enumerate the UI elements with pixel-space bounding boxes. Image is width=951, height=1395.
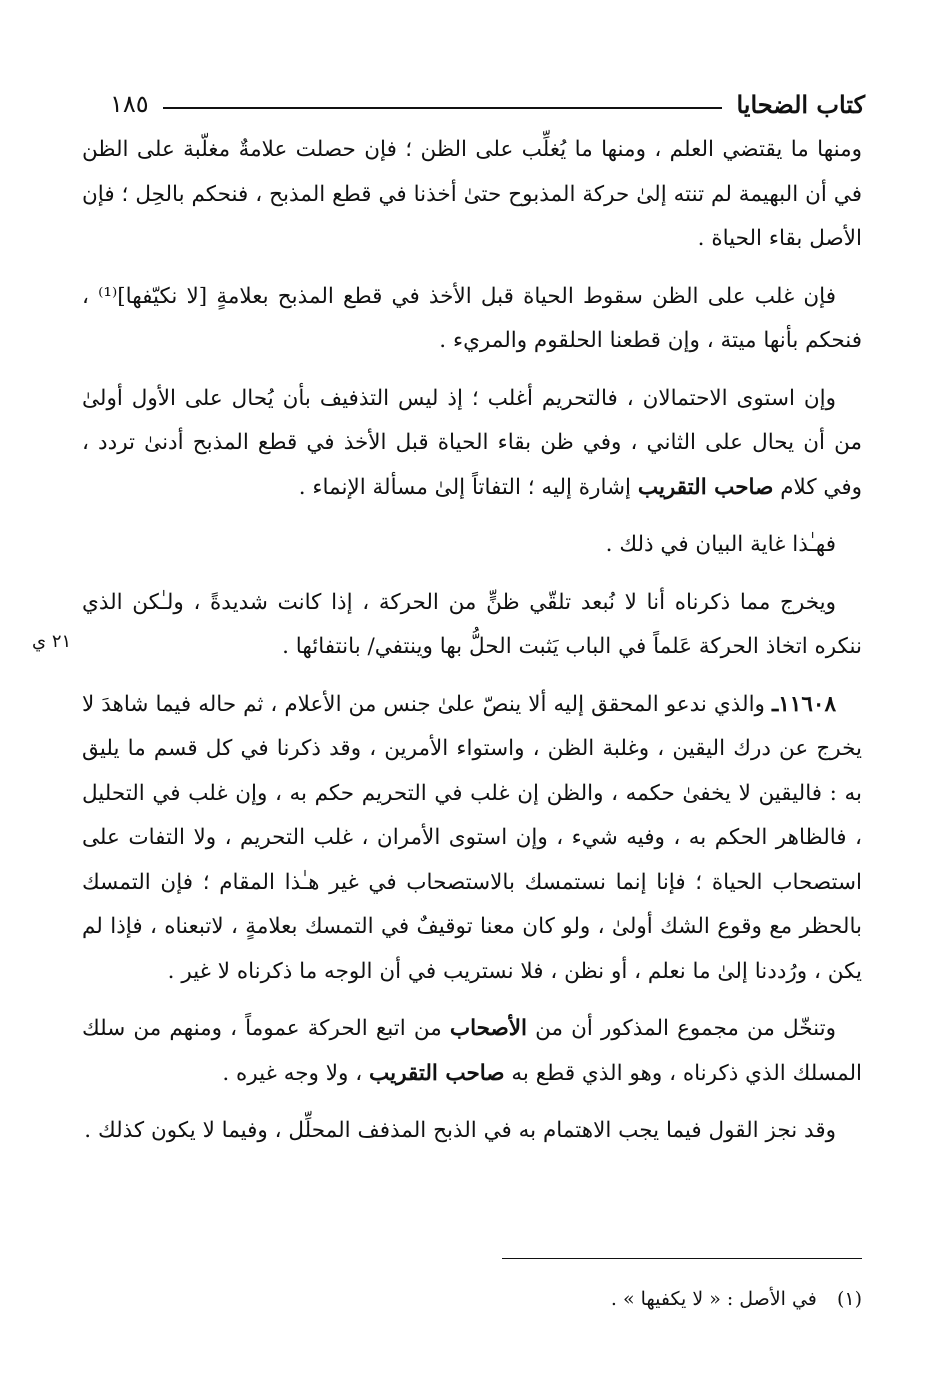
header-rule: [163, 107, 723, 109]
footnote: [400, 1284, 862, 1314]
footnote-separator: [502, 1258, 862, 1259]
text-run: وتنخّل من مجموع المذكور أن من: [527, 1016, 836, 1041]
paragraph: [82, 1007, 862, 1096]
text-run: إشارة إليه ؛ التفاتاً إلىٰ مسألة الإنماء .: [298, 474, 638, 500]
footnote-text: في الأصل : « لا يكفيها » .: [610, 1288, 817, 1310]
text-run: ، فنحكم بأنها ميتة ، وإن قطعنا الحلقوم والمريء .: [82, 283, 862, 353]
text-run: ويخرج مما ذكرناه أنا لا نُبعد تلقّي ظنٍّ من الحركة ، إذا كانت شديدةً ، ولـٰكن الذي ننكره اتخاذ الحركة عَلماً في الباب يَثبت الحلُّ بها وينتفي/ بانتفائها .: [82, 589, 862, 659]
text-run: وإن استوى الاحتمالان ، فالتحريم أغلب ؛ إذ ليس التذفيف بأن يُحال على الأول أولىٰ من أن يحال على الثاني ، وفي ظن بقاء الحياة قبل الأخذ في قطع المذبح أدنىٰ تردد ، وفي كلام: [82, 385, 862, 500]
page-number: ١٨٥: [110, 90, 149, 118]
paragraph: [82, 128, 862, 262]
bold-term: ١١٦٠٨ـ: [771, 691, 836, 717]
paragraph: [82, 683, 862, 995]
text-run: والذي ندعو المحقق إليه ألا ينصّ علىٰ جنس من الأعلام ، ثم حاله فيما شاهدَ لا يخرج عن درك اليقين ، وغلبة الظن ، واستواء الأمرين ، وقد ذكرنا في كل قسم ما يليق به : فاليقين لا يخفىٰ حكمه ، والظن إن غلب في التحريم حكم به ، وإن غلب في التحليل ، فالظاهر الحكم به ، وفيه شيء ، وإن استوى الأمران ، غلب التحريم ، ولا التفات على استصحاب الحياة ؛ فإنا إنما نستمسك بالاستصحاب في غير هـٰذا المقام ؛ فإن التمسك بالحظر مع وقوع الشك أولىٰ ، ولو كان معنا توقيفٌ في التمسك بعلامةٍ ، لاتبعناه ، فإذا لم يكن ، ورُددنا إلىٰ ما نعلم ، أو نظن ، فلا نستريب في أن الوجه ما ذكرناه لا غير .: [82, 691, 862, 984]
paragraph: [82, 1109, 862, 1154]
bold-term: صاحب التقريب: [369, 1060, 505, 1086]
bold-term: الأصحاب: [449, 1016, 528, 1041]
text-run: ومنها ما يقتضي العلم ، ومنها ما يُغلِّب على الظن ؛ فإن حصلت علامةٌ مغلّبة على الظن في أن البهيمة لم تنته إلىٰ حركة المذبوح حتىٰ أخذنا في قطع المذبح ، فنحكم بالحِل ؛ فإن الأصل بقاء الحياة .: [82, 137, 862, 251]
text-run: فهـٰذا غاية البيان في ذلك .: [605, 532, 836, 557]
text-run: ، ولا وجه غيره .: [222, 1060, 370, 1086]
running-header: [110, 84, 865, 124]
text-run: وقد نجز القول فيما يجب الاهتمام به في الذبح المذفف المحلِّل ، وفيما لا يكون كذلك .: [84, 1118, 836, 1143]
paragraph: [82, 275, 862, 364]
main-text: [82, 128, 862, 1167]
paragraph: [82, 581, 862, 670]
text-run: ⁽¹⁾: [98, 283, 118, 309]
text-run: من اتبع الحركة عموماً ، ومنهم من سلك المسلك الذي ذكرناه ، وهو الذي قطع به: [82, 1016, 862, 1086]
book-title: كتاب الضحايا: [736, 89, 865, 119]
margin-manuscript-note: ٢١ ي: [32, 631, 72, 652]
text-run: فإن غلب على الظن سقوط الحياة قبل الأخذ في قطع المذبح بعلامةٍ [لا نكيّفها]: [117, 283, 836, 309]
bold-term: صاحب التقريب: [637, 474, 774, 500]
paragraph: [82, 377, 862, 511]
footnote-number: (١): [836, 1288, 862, 1310]
paragraph: [82, 523, 862, 568]
